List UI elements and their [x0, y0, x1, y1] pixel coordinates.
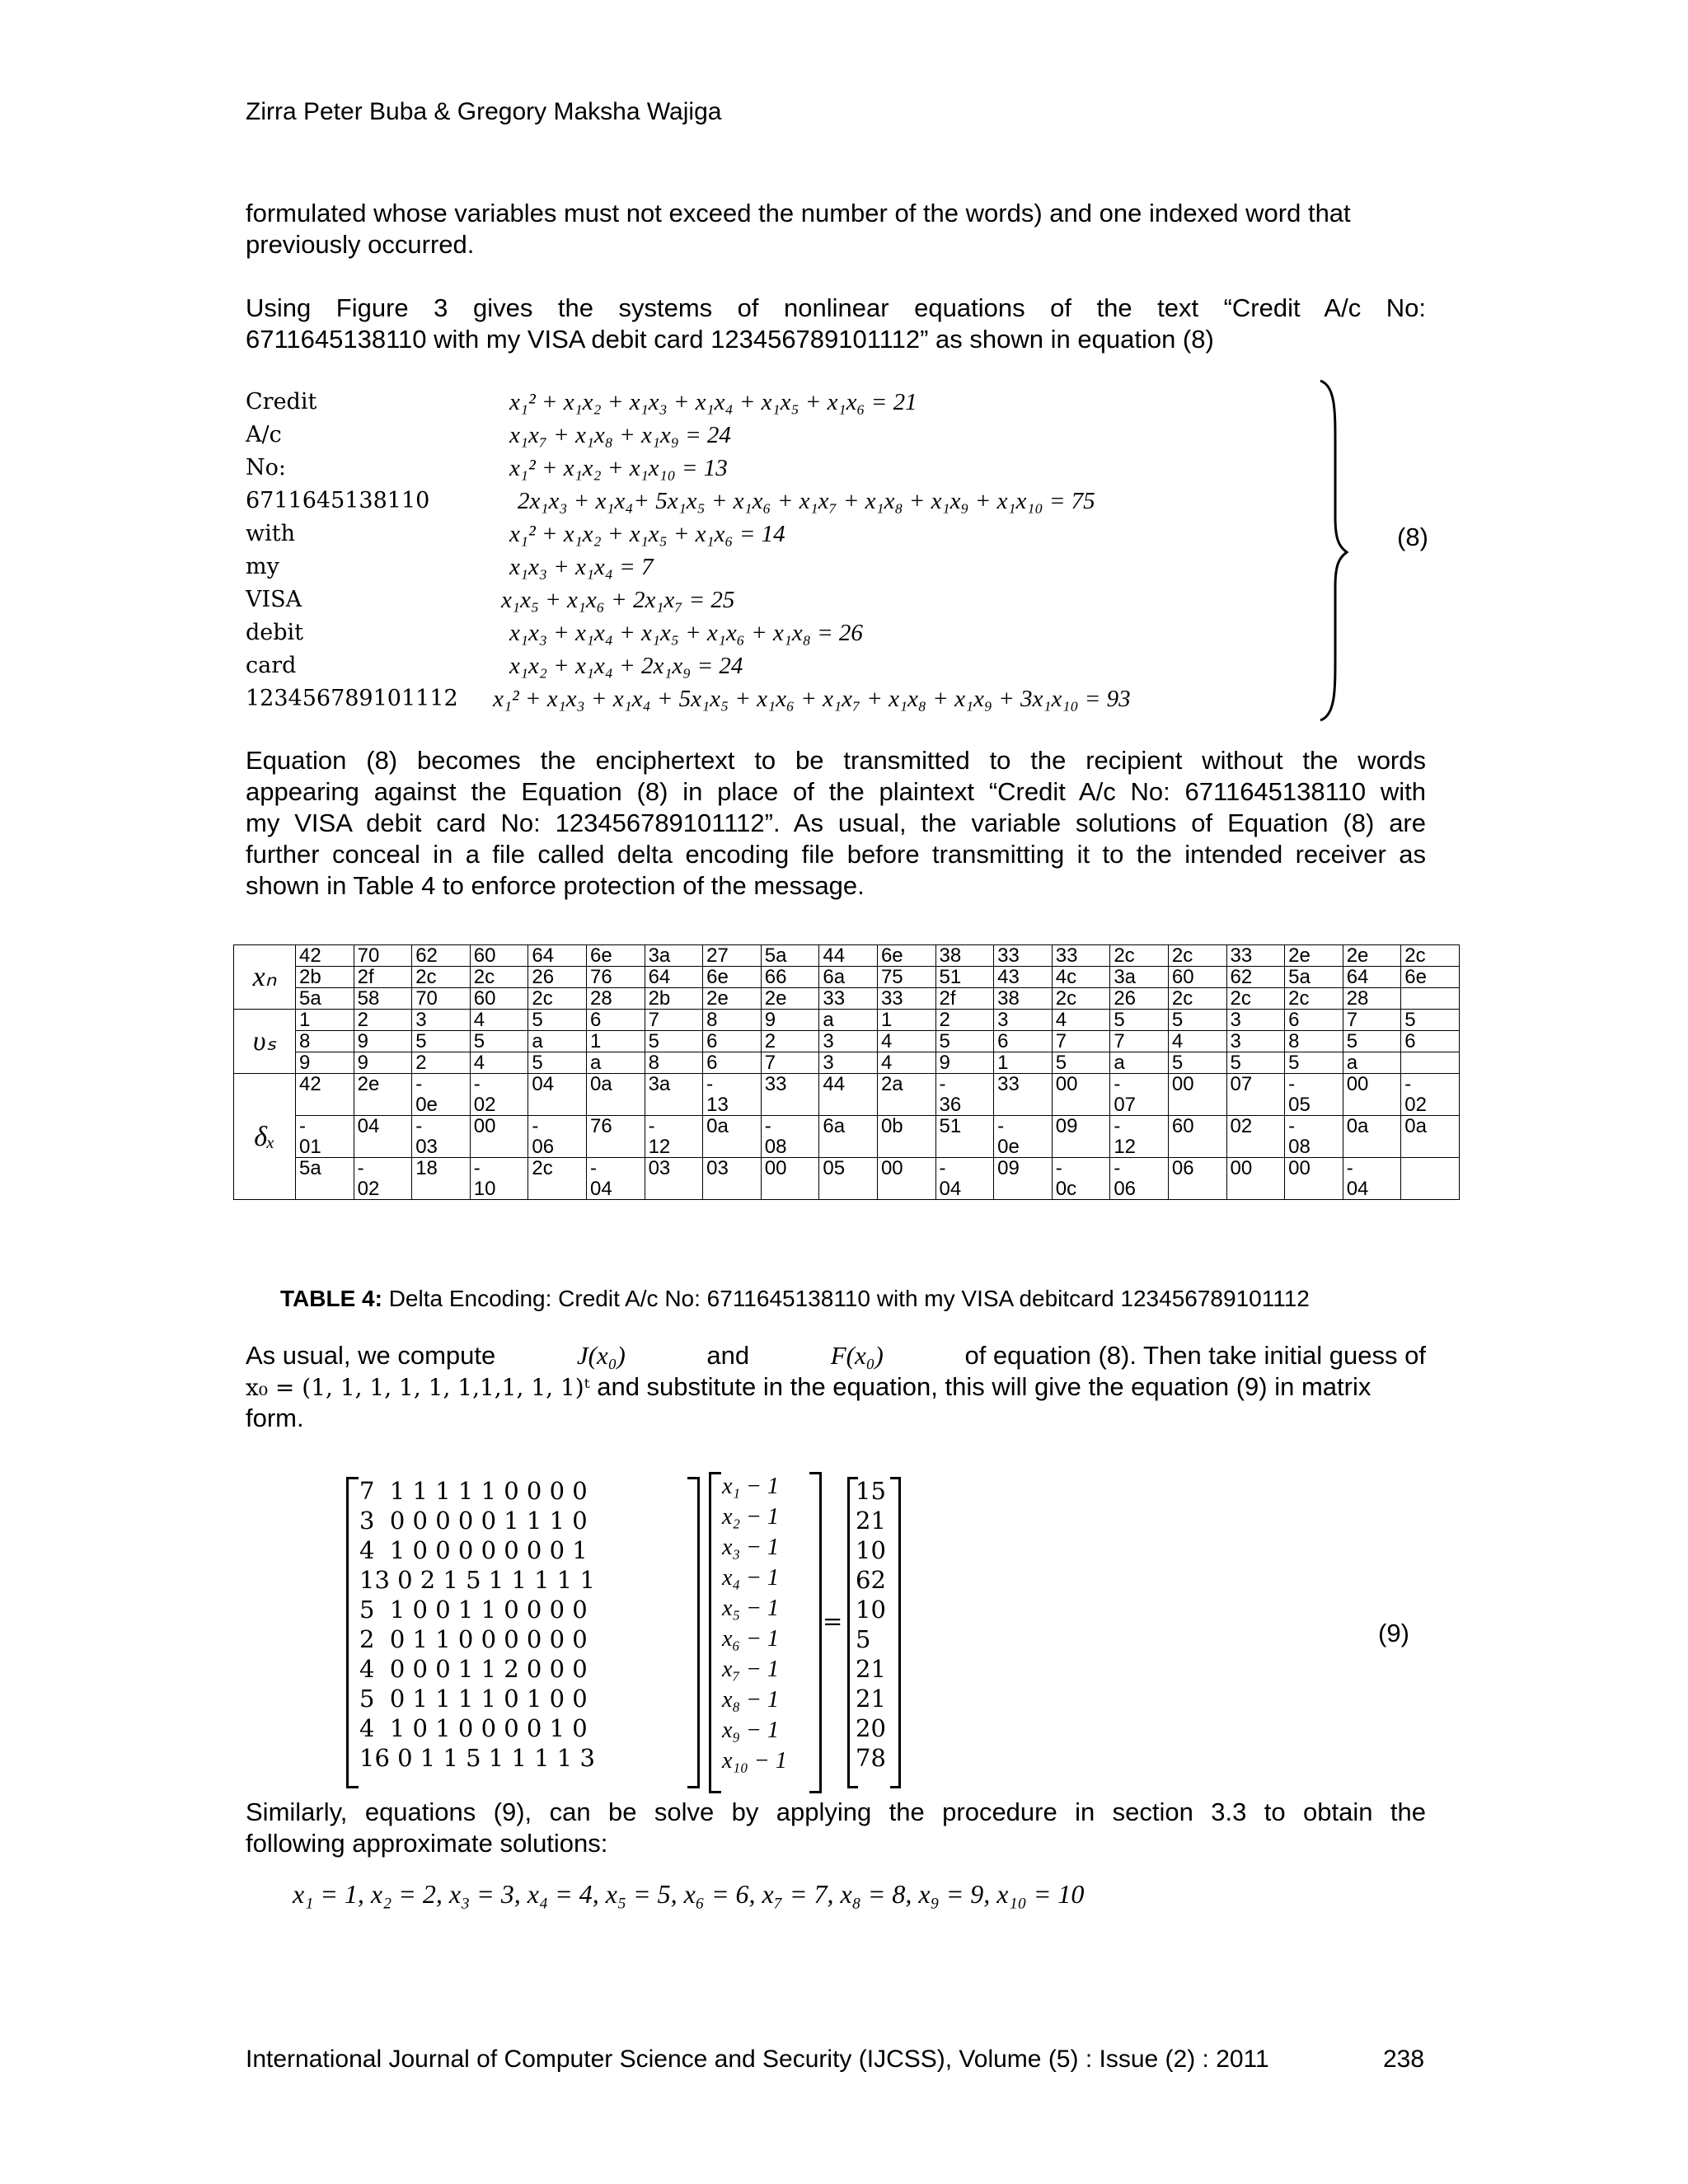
- vector-entry: x₉ − 1: [722, 1718, 780, 1743]
- table-row: [234, 1031, 1460, 1052]
- table-cell: 60: [1168, 1116, 1226, 1158]
- paragraph-4-line-2: [246, 1371, 1426, 1404]
- table-cell: 8: [645, 1052, 703, 1074]
- table-cell: 7: [1343, 1010, 1401, 1031]
- table-cell: 5: [935, 1031, 994, 1052]
- table-cell: 2b: [645, 988, 703, 1010]
- vector-entry: x₅ − 1: [722, 1596, 780, 1621]
- equation-8-word: Credit: [246, 389, 317, 415]
- table-cell: - 08: [761, 1116, 819, 1158]
- table-cell: - 06: [1110, 1158, 1169, 1200]
- equation-8-expression: x₁x₂ + x₁x₄ + 2x₁x₉ = 24: [509, 653, 743, 679]
- equation-8-brace: [1317, 377, 1350, 724]
- equation-8-expression: x₁x₃ + x₁x₄ + x₁x₅ + x₁x₆ + x₁x₈ = 26: [509, 620, 863, 646]
- table-cell: 3: [994, 1010, 1053, 1031]
- vector-entry: x₃ − 1: [722, 1535, 780, 1560]
- table-cell: 9: [296, 1052, 354, 1074]
- table-cell: 33: [1052, 945, 1110, 967]
- table-cell: - 0c: [1052, 1158, 1110, 1200]
- table-cell: 70: [354, 945, 412, 967]
- vector-entry: x₁ − 1: [722, 1474, 780, 1499]
- matrix-right-bracket: [687, 1477, 700, 1788]
- rhs-entry: 21: [856, 1685, 886, 1713]
- table-cell: 09: [994, 1158, 1053, 1200]
- table-cell: - 04: [586, 1158, 645, 1200]
- footer-page-number: 238: [1383, 2046, 1425, 2073]
- table-cell: 2c: [1226, 988, 1285, 1010]
- equation-8-word: with: [246, 521, 295, 546]
- table-cell: 2c: [470, 967, 528, 988]
- table-cell: 0a: [703, 1116, 762, 1158]
- table-cell: 70: [412, 988, 471, 1010]
- matrix-row: 13 0 2 1 5 1 1 1 1 1: [359, 1566, 595, 1594]
- table-cell: 2c: [1168, 945, 1226, 967]
- table-cell: 5a: [1285, 967, 1343, 988]
- vector-entry: x₇ − 1: [722, 1657, 780, 1682]
- table-cell: 2c: [1401, 945, 1460, 967]
- paragraph-3-line-1: Equation (8) becomes the enciphertext to be transmitted to the recipient without the words: [246, 746, 1426, 775]
- table-cell: 28: [586, 988, 645, 1010]
- running-header: Zirra Peter Buba & Gregory Maksha Wajiga: [246, 98, 722, 125]
- table-cell: 3: [819, 1052, 878, 1074]
- table-cell: 09: [1052, 1116, 1110, 1158]
- table-row-label-xn: xₙ: [234, 945, 296, 1010]
- table-cell: 33: [1226, 945, 1285, 967]
- p4-part3: and substitute in the equation, this will give the equation (9) in matrix: [597, 1372, 1372, 1401]
- table-cell: 33: [877, 988, 935, 1010]
- table-cell: a: [819, 1010, 878, 1031]
- p4-function: F(x₀): [830, 1341, 884, 1370]
- vector-entry: x₂ − 1: [722, 1504, 780, 1530]
- table-cell: [1401, 1052, 1460, 1074]
- table-cell: 03: [645, 1158, 703, 1200]
- rhs-entry: 78: [856, 1744, 886, 1772]
- equation-9-equals: =: [823, 1607, 843, 1635]
- table-cell: 6: [1401, 1031, 1460, 1052]
- table-cell: 9: [935, 1052, 994, 1074]
- paragraph-3-line-3: my VISA debit card No: 123456789101112”. As usual, the variable solutions of Equation (8) are: [246, 808, 1426, 837]
- table-cell: - 12: [645, 1116, 703, 1158]
- table-cell: 3: [1226, 1010, 1285, 1031]
- equation-8: [246, 386, 1317, 724]
- table-cell: - 01: [296, 1116, 354, 1158]
- equation-9: [346, 1475, 923, 1805]
- table-cell: a: [1110, 1052, 1169, 1074]
- table-cell: 42: [296, 1074, 354, 1116]
- table-cell: 00: [1285, 1158, 1343, 1200]
- table-cell: - 08: [1285, 1116, 1343, 1158]
- equation-8-expression: x₁x₇ + x₁x₈ + x₁x₉ = 24: [509, 422, 731, 448]
- p4-part1: As usual, we compute: [246, 1341, 496, 1370]
- table-cell: 51: [935, 1116, 994, 1158]
- table-cell: 2a: [877, 1074, 935, 1116]
- equation-8-expression: x₁² + x₁x₂ + x₁x₁₀ = 13: [509, 455, 728, 481]
- table-4-caption: [280, 1286, 1310, 1312]
- footer-journal: International Journal of Computer Science and Security (IJCSS), Volume (5) : Issue (2) : 2011: [246, 2046, 1269, 2073]
- approximate-solutions: x₁ = 1, x₂ = 2, x₃ = 3, x₄ = 4, x₅ = 5, x₆ = 6, x₇ = 7, x₈ = 8, x₉ = 9, x₁₀ = 10: [293, 1879, 1085, 1909]
- table-cell: a: [528, 1031, 587, 1052]
- table-cell: 6e: [877, 945, 935, 967]
- paragraph-3-line-2: appearing against the Equation (8) in place of the plaintext “Credit A/c No: 6711645138110 with: [246, 777, 1426, 806]
- table-cell: 00: [1168, 1074, 1226, 1116]
- table-cell: 06: [1168, 1158, 1226, 1200]
- vector-entry: x₄ − 1: [722, 1565, 780, 1591]
- table-cell: 76: [586, 967, 645, 988]
- table-cell: 4: [470, 1010, 528, 1031]
- table-cell: 3a: [1110, 967, 1169, 988]
- table-cell: 6: [994, 1031, 1053, 1052]
- matrix-row: 4 0 0 0 1 1 2 0 0 0: [359, 1655, 588, 1683]
- table-cell: 9: [354, 1031, 412, 1052]
- table-cell: 03: [703, 1158, 762, 1200]
- table-cell: 2: [412, 1052, 471, 1074]
- table-cell: 2c: [1168, 988, 1226, 1010]
- table-cell: 3: [412, 1010, 471, 1031]
- table-cell: 5: [470, 1031, 528, 1052]
- table-cell: 5a: [761, 945, 819, 967]
- table-row-label-dx: δₓ: [234, 1074, 296, 1200]
- equation-8-word: my: [246, 554, 279, 579]
- table-cell: 76: [586, 1116, 645, 1158]
- table-cell: 8: [1285, 1031, 1343, 1052]
- equation-8-word: card: [246, 653, 297, 678]
- equation-9-number: (9): [1378, 1619, 1409, 1647]
- table-cell: 51: [935, 967, 994, 988]
- table-cell: - 0e: [994, 1116, 1053, 1158]
- table-cell: 05: [819, 1158, 878, 1200]
- table-cell: 5: [1168, 1010, 1226, 1031]
- table-cell: 2c: [528, 988, 587, 1010]
- table-cell: 44: [819, 945, 878, 967]
- table-cell: - 02: [470, 1074, 528, 1116]
- matrix-row: 2 0 1 1 0 0 0 0 0 0: [359, 1625, 588, 1653]
- table-cell: 07: [1226, 1074, 1285, 1116]
- rhs-entry: 20: [856, 1714, 886, 1742]
- table-cell: 0a: [1343, 1116, 1401, 1158]
- table-cell: 04: [354, 1116, 412, 1158]
- table-cell: 2c: [1110, 945, 1169, 967]
- matrix-row: 7 1 1 1 1 1 0 0 0 0: [359, 1477, 588, 1505]
- table-cell: 6e: [586, 945, 645, 967]
- table-cell: - 06: [528, 1116, 587, 1158]
- table-cell: 27: [703, 945, 762, 967]
- vector-left-bracket: [709, 1472, 721, 1793]
- table-cell: 64: [1343, 967, 1401, 988]
- rhs-entry: 15: [856, 1477, 886, 1505]
- table-row: [234, 945, 1460, 967]
- table-cell: 6a: [819, 1116, 878, 1158]
- table-cell: 3: [819, 1031, 878, 1052]
- table-cell: 6e: [1401, 967, 1460, 988]
- table-row: [234, 1074, 1460, 1116]
- table-cell: 5: [528, 1010, 587, 1031]
- paragraph-2-line-2: 6711645138110 with my VISA debit card 123456789101112” as shown in equation (8): [246, 325, 1214, 354]
- table-row: [234, 1116, 1460, 1158]
- table-4-caption-label: TABLE 4:: [280, 1286, 382, 1311]
- table-cell: 4: [877, 1031, 935, 1052]
- table-cell: - 07: [1110, 1074, 1169, 1116]
- vector-entry: x₁₀ − 1: [722, 1748, 787, 1774]
- table-cell: 5: [1110, 1010, 1169, 1031]
- table-cell: 2c: [1052, 988, 1110, 1010]
- table-cell: 0a: [586, 1074, 645, 1116]
- table-cell: 4: [1168, 1031, 1226, 1052]
- paragraph-1: formulated whose variables must not exceed the number of the words) and one indexed word that previously occurred.: [246, 199, 1351, 259]
- matrix-row: 4 1 0 0 0 0 0 0 0 1: [359, 1536, 588, 1564]
- paragraph-3-line-5: shown in Table 4 to enforce protection of the message.: [246, 871, 865, 900]
- table-cell: 02: [1226, 1116, 1285, 1158]
- table-cell: 2: [354, 1010, 412, 1031]
- table-cell: 9: [354, 1052, 412, 1074]
- table-cell: 5: [1285, 1052, 1343, 1074]
- table-cell: 62: [412, 945, 471, 967]
- table-cell: 5: [528, 1052, 587, 1074]
- table-cell: 5a: [296, 1158, 354, 1200]
- table-cell: - 05: [1285, 1074, 1343, 1116]
- equation-8-word: 6711645138110: [246, 488, 430, 513]
- table-cell: [1401, 988, 1460, 1010]
- table-cell: 7: [1110, 1031, 1169, 1052]
- vector-entry: x₆ − 1: [722, 1626, 780, 1652]
- table-cell: 4: [470, 1052, 528, 1074]
- table-cell: - 36: [935, 1074, 994, 1116]
- table-cell: 2e: [761, 988, 819, 1010]
- table-cell: 2: [935, 1010, 994, 1031]
- rhs-entry: 5: [856, 1625, 871, 1653]
- table-row: [234, 967, 1460, 988]
- table-cell: 2: [761, 1031, 819, 1052]
- equation-8-expression: x₁² + x₁x₂ + x₁x₃ + x₁x₄ + x₁x₅ + x₁x₆ = 21: [509, 389, 917, 415]
- rhs-right-bracket: [890, 1477, 901, 1788]
- table-cell: 5a: [296, 988, 354, 1010]
- paragraph-4-line-1: [246, 1340, 1426, 1371]
- rhs-entry: 21: [856, 1507, 886, 1535]
- table-cell: 2e: [1285, 945, 1343, 967]
- table-cell: 3: [1226, 1031, 1285, 1052]
- table-cell: - 12: [1110, 1116, 1169, 1158]
- table-cell: 1: [994, 1052, 1053, 1074]
- table-cell: 00: [470, 1116, 528, 1158]
- equation-8-word: VISA: [246, 587, 302, 612]
- table-cell: 4: [877, 1052, 935, 1074]
- table-cell: 42: [296, 945, 354, 967]
- p4-and: and: [706, 1341, 750, 1370]
- equation-8-number: (8): [1397, 523, 1428, 551]
- rhs-entry: 10: [856, 1596, 886, 1624]
- table-cell: - 13: [703, 1074, 762, 1116]
- table-cell: 2c: [528, 1158, 587, 1200]
- table-cell: 00: [877, 1158, 935, 1200]
- table-cell: 33: [994, 1074, 1053, 1116]
- table-cell: 1: [877, 1010, 935, 1031]
- table-cell: 8: [703, 1010, 762, 1031]
- table-cell: 44: [819, 1074, 878, 1116]
- table-cell: - 02: [1401, 1074, 1460, 1116]
- table-cell: 43: [994, 967, 1053, 988]
- table-cell: 6: [1285, 1010, 1343, 1031]
- table-cell: - 04: [1343, 1158, 1401, 1200]
- table-cell: 7: [1052, 1031, 1110, 1052]
- table-cell: 66: [761, 967, 819, 988]
- matrix-row: 4 1 0 1 0 0 0 0 1 0: [359, 1714, 588, 1742]
- vector-right-bracket: [809, 1472, 822, 1793]
- paragraph-3-line-4: further conceal in a file called delta encoding file before transmitting it to the intended receiver as: [246, 840, 1426, 869]
- vector-entry: x₈ − 1: [722, 1687, 780, 1713]
- table-cell: 00: [1343, 1074, 1401, 1116]
- table-cell: 2e: [703, 988, 762, 1010]
- matrix-row: 5 0 1 1 1 1 0 1 0 0: [359, 1685, 588, 1713]
- rhs-entry: 10: [856, 1536, 886, 1564]
- table-cell: 00: [1226, 1158, 1285, 1200]
- equation-8-word: No:: [246, 455, 286, 480]
- table-cell: [1401, 1158, 1460, 1200]
- table-cell: 2f: [935, 988, 994, 1010]
- paragraph-2-line-1: Using Figure 3 gives the systems of nonlinear equations of the text “Credit A/c No:: [246, 293, 1426, 322]
- table-cell: 5: [1226, 1052, 1285, 1074]
- table-cell: 6e: [703, 967, 762, 988]
- table-cell: 9: [761, 1010, 819, 1031]
- equation-8-expression: x₁x₅ + x₁x₆ + 2x₁x₇ = 25: [501, 587, 735, 613]
- table-cell: 6: [586, 1010, 645, 1031]
- table-row: [234, 1158, 1460, 1200]
- paragraph-4-line-3: form.: [246, 1404, 304, 1432]
- table-cell: 5: [1168, 1052, 1226, 1074]
- table-cell: 75: [877, 967, 935, 988]
- table-cell: 04: [528, 1074, 587, 1116]
- table-cell: 60: [1168, 967, 1226, 988]
- table-cell: 26: [1110, 988, 1169, 1010]
- equation-8-word: debit: [246, 620, 304, 645]
- table-cell: 5: [1343, 1031, 1401, 1052]
- table-cell: 60: [470, 988, 528, 1010]
- equation-8-expression: 2x₁x₃ + x₁x₄+ 5x₁x₅ + x₁x₆ + x₁x₇ + x₁x₈ + x₁x₉ + x₁x₁₀ = 75: [518, 488, 1095, 514]
- table-cell: 0b: [877, 1116, 935, 1158]
- table-cell: 2c: [1285, 988, 1343, 1010]
- table-cell: 00: [761, 1158, 819, 1200]
- matrix-row: 3 0 0 0 0 0 1 1 1 0: [359, 1507, 588, 1535]
- table-cell: 2c: [412, 967, 471, 988]
- rhs-entry: 62: [856, 1566, 886, 1594]
- table-cell: 60: [470, 945, 528, 967]
- paragraph-5-line-1: Similarly, equations (9), can be solve by applying the procedure in section 3.3 to obtain the: [246, 1797, 1426, 1826]
- table-cell: 0a: [1401, 1116, 1460, 1158]
- table-cell: 62: [1226, 967, 1285, 988]
- table-cell: 1: [296, 1010, 354, 1031]
- equation-8-expression: x₁x₃ + x₁x₄ = 7: [509, 554, 654, 580]
- table-row: [234, 988, 1460, 1010]
- table-cell: a: [586, 1052, 645, 1074]
- table-cell: 7: [761, 1052, 819, 1074]
- table-cell: 2b: [296, 967, 354, 988]
- table-row: [234, 1010, 1460, 1031]
- matrix-row: 16 0 1 1 5 1 1 1 1 3: [359, 1744, 595, 1772]
- table-cell: 2e: [354, 1074, 412, 1116]
- table-cell: 64: [645, 967, 703, 988]
- p4-initial-guess: x₀ = (1, 1, 1, 1, 1, 1,1,1, 1, 1)ᵗ: [246, 1374, 590, 1401]
- table-cell: 3a: [645, 1074, 703, 1116]
- table-cell: 5: [1401, 1010, 1460, 1031]
- table-cell: 6: [703, 1052, 762, 1074]
- equation-8-expression: x₁² + x₁x₃ + x₁x₄ + 5x₁x₅ + x₁x₆ + x₁x₇ + x₁x₈ + x₁x₉ + 3x₁x₁₀ = 93: [493, 686, 1131, 712]
- paragraph-5-line-2: following approximate solutions:: [246, 1829, 608, 1858]
- equation-8-word: 123456789101112: [246, 686, 458, 711]
- table-cell: - 02: [354, 1158, 412, 1200]
- table-cell: 38: [935, 945, 994, 967]
- equation-8-expression: x₁² + x₁x₂ + x₁x₅ + x₁x₆ = 14: [509, 521, 785, 547]
- table-cell: - 0e: [412, 1074, 471, 1116]
- table-cell: 8: [296, 1031, 354, 1052]
- table-cell: 33: [819, 988, 878, 1010]
- table-cell: 33: [994, 945, 1053, 967]
- matrix-row: 5 1 0 0 1 1 0 0 0 0: [359, 1596, 588, 1624]
- table-row-label-vs: υₛ: [234, 1010, 296, 1074]
- table-cell: 1: [586, 1031, 645, 1052]
- table-cell: 5: [412, 1031, 471, 1052]
- table-row: [234, 1052, 1460, 1074]
- table-cell: 7: [645, 1010, 703, 1031]
- equation-8-word: A/c: [246, 422, 282, 448]
- table-cell: - 10: [470, 1158, 528, 1200]
- matrix-left-bracket: [346, 1477, 359, 1788]
- p4-jacobian: J(x₀): [576, 1341, 626, 1370]
- table-cell: 6a: [819, 967, 878, 988]
- table-cell: 38: [994, 988, 1053, 1010]
- table-4: [233, 944, 1460, 1200]
- table-4-caption-text: Delta Encoding: Credit A/c No: 6711645138110 with my VISA debitcard 123456789101112: [382, 1286, 1310, 1311]
- table-cell: 5: [1052, 1052, 1110, 1074]
- table-cell: 2e: [1343, 945, 1401, 967]
- table-cell: - 04: [935, 1158, 994, 1200]
- table-cell: 18: [412, 1158, 471, 1200]
- table-cell: - 03: [412, 1116, 471, 1158]
- table-cell: 5: [645, 1031, 703, 1052]
- table-cell: 64: [528, 945, 587, 967]
- table-cell: 28: [1343, 988, 1401, 1010]
- table-cell: 6: [703, 1031, 762, 1052]
- table-cell: 00: [1052, 1074, 1110, 1116]
- table-cell: a: [1343, 1052, 1401, 1074]
- table-cell: 2f: [354, 967, 412, 988]
- table-cell: 4c: [1052, 967, 1110, 988]
- table-cell: 3a: [645, 945, 703, 967]
- table-cell: 4: [1052, 1010, 1110, 1031]
- table-cell: 26: [528, 967, 587, 988]
- table-cell: 33: [761, 1074, 819, 1116]
- rhs-entry: 21: [856, 1655, 886, 1683]
- table-cell: 58: [354, 988, 412, 1010]
- p4-part2: of equation (8). Then take initial guess of: [964, 1341, 1426, 1370]
